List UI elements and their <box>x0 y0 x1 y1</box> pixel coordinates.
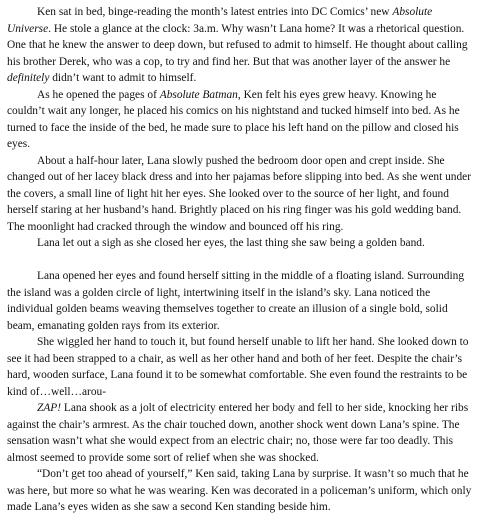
text-run: As he opened the pages of <box>37 88 160 101</box>
text-run: “Don’t get too ahead of yourself,” Ken said, taking Lana by surprise. It wasn’t so much that he was here, but more so what he was wearing. Ken was decorated in a policeman’s uniform, which only made Lana’s eyes widen as she saw a second Ken standing beside him. <box>7 468 472 513</box>
text-run: Lana shook as a jolt of electricity entered her body and fell to her side, knocking her ribs against the chair’s armrest. As the chair touched down, another shock went down Lana’s spine. The sensation wasn’t what she would expect from an electric chair; no, those were far too deadly. This almost seemed to provide some sort of relief when she was shocked. <box>7 402 469 464</box>
paragraph <box>7 334 473 400</box>
text-run: . He stole a glance at the clock: 3a.m. Why wasn’t Lana home? It was a rhetorical question. One that he knew the answer to deep down, but refused to admit to himself. He thought about calling his brother Derek, who was a cop, to try and find her. But that was another layer of the answer he <box>7 22 468 68</box>
document-page <box>7 4 473 516</box>
text-run: Lana opened her eyes and found herself sitting in the middle of a floating island. Surrounding the island was a golden circle of light, intertwining itself in the island’s sky. Lana noticed the individual golden beams weaving themselves together to create an illusion of a single bold, solid beam, emanating golden rays from its exterior. <box>7 270 465 332</box>
text-run: She wiggled her hand to touch it, but found herself unable to lift her hand. She looked down to see it had been strapped to a chair, as well as her other hand and both of her feet. Despite the chair’s hard, wooden surface, Lana found it to be somewhat comfortable. She even found the restraints to be kind of…well…arou- <box>7 336 469 398</box>
paragraph <box>7 153 473 236</box>
text-run: About a half-hour later, Lana slowly pushed the bedroom door open and crept inside. She changed out of her lacey black dress and into her pajamas before slipping into bed. As she went under the covers, a small line of light hit her eyes. She looked over to the source of her light, and found herself staring at her husband’s hand. Brightly placed on his ring finger was his gold wedding band. The moonlight had cracked through the window and bounced off his ring. <box>7 154 472 233</box>
italic-text: Absolute Universe <box>7 6 433 35</box>
text-run: , Ken felt his eyes grew heavy. Knowing he couldn’t wait any longer, he placed his comics on his nightstand and tucked himself into bed. As he turned to face the inside of the bed, he made sure to place his left hand on the pillow and closed his eyes. <box>7 88 460 150</box>
paragraph <box>7 235 473 252</box>
paragraph <box>7 400 473 466</box>
paragraph <box>7 466 473 516</box>
paragraph <box>7 87 473 153</box>
section-break <box>7 252 473 269</box>
text-run: Lana let out a sigh as she closed her eyes, the last thing she saw being a golden band. <box>37 237 425 249</box>
text-run: didn’t want to admit to himself. <box>49 72 197 84</box>
italic-text: definitely <box>7 72 50 84</box>
italic-text: Absolute Batman <box>159 88 238 101</box>
paragraph <box>7 268 473 334</box>
text-run: Ken sat in bed, binge-reading the month’s latest entries into DC Comics’ new <box>37 6 393 18</box>
paragraph <box>7 4 473 87</box>
italic-text: ZAP! <box>37 402 62 414</box>
